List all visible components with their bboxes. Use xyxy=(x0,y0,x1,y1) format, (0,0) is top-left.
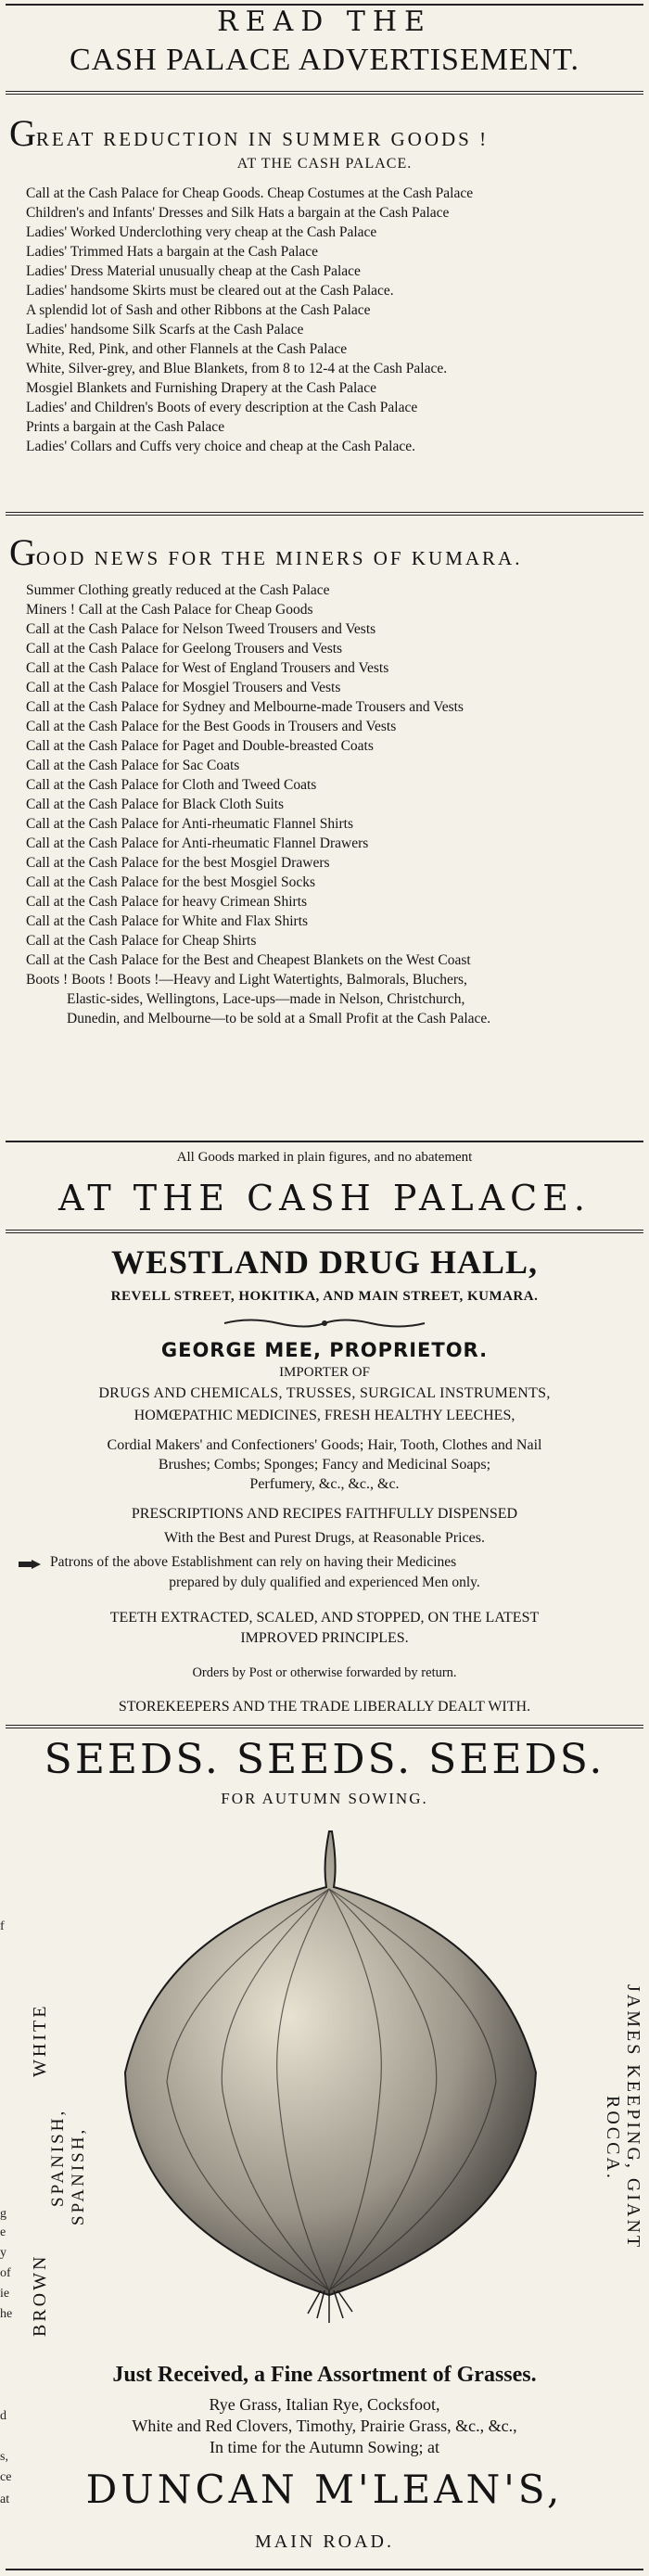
section1-heading xyxy=(9,112,490,154)
section-rule xyxy=(6,512,643,516)
teeth-line: IMPROVED PRINCIPLES. xyxy=(240,1630,409,1646)
orders-line: Orders by Post or otherwise forwarded by return. xyxy=(192,1665,457,1680)
list-item: White, Silver-grey, and Blue Blankets, from 8 to 12-4 at the Cash Palace. xyxy=(26,361,448,376)
patrons-line: Patrons of the above Establishment can rely on having their Medicines xyxy=(50,1554,457,1570)
merchant-road: MAIN ROAD. xyxy=(255,2531,394,2552)
boots-line: Boots ! Boots ! Boots !—Heavy and Light Watertights, Balmorals, Bluchers, xyxy=(26,972,467,988)
section-rule xyxy=(6,1141,643,1142)
margin-fragment: of xyxy=(0,2266,11,2280)
section2-title: OOD NEWS FOR THE MINERS OF KUMARA. xyxy=(35,547,523,569)
margin-fragment: d xyxy=(0,2409,6,2423)
prescriptions-heading: PRESCRIPTIONS AND RECIPES FAITHFULLY DISPENSED xyxy=(131,1506,518,1522)
goods-block xyxy=(0,1435,649,1494)
proprietor: GEORGE MEE, PROPRIETOR. xyxy=(160,1339,489,1361)
list-item: Call at the Cash Palace for Paget and Double-breasted Coats xyxy=(26,738,374,754)
list-item: Call at the Cash Palace for Anti-rheumatic Flannel Drawers xyxy=(26,835,369,851)
bottom-rule xyxy=(6,2569,643,2570)
list-item: Call at the Cash Palace for the Best Goods in Trousers and Vests xyxy=(26,719,397,734)
list-item: Ladies' Worked Underclothing very cheap at the Cash Palace xyxy=(26,224,377,240)
goods-line: Brushes; Combs; Sponges; Fancy and Medicinal Soaps; xyxy=(158,1457,491,1473)
list-item: Call at the Cash Palace for Cheap Shirts xyxy=(26,933,257,949)
seeds-title: SEEDS. SEEDS. SEEDS. xyxy=(44,1736,605,1783)
list-item: Call at the Cash Palace for Cheap Goods. Cheap Costumes at the Cash Palace xyxy=(26,185,474,201)
list-item: Call at the Cash Palace for Mosgiel Trousers and Vests xyxy=(26,680,341,695)
list-item: Call at the Cash Palace for the best Mosgiel Socks xyxy=(26,874,316,890)
grasses-heading: Just Received, a Fine Assortment of Grasses. xyxy=(112,2363,537,2387)
grasses-block xyxy=(0,2394,649,2458)
list-item: Miners ! Call at the Cash Palace for Cheap Goods xyxy=(26,602,313,618)
list-item: Summer Clothing greatly reduced at the Cash Palace xyxy=(26,582,330,598)
section2-heading xyxy=(9,531,523,573)
list-item: A splendid lot of Sash and other Ribbons at the Cash Palace xyxy=(26,302,371,318)
section2-list xyxy=(26,580,490,1028)
grass-line: Rye Grass, Italian Rye, Cocksfoot, xyxy=(209,2395,440,2414)
drop-cap: G xyxy=(9,531,36,573)
list-item: Ladies' Collars and Cuffs very choice and cheap at the Cash Palace. xyxy=(26,439,415,454)
ornament-divider xyxy=(223,1317,426,1330)
onion-label-spanish: SPANISH, xyxy=(48,2108,68,2207)
section1-title: REAT REDUCTION IN SUMMER GOODS ! xyxy=(35,128,490,150)
list-item: Ladies' Trimmed Hats a bargain at the Cash Palace xyxy=(26,244,319,260)
list-item: Call at the Cash Palace for Geelong Trousers and Vests xyxy=(26,641,343,657)
section-rule xyxy=(6,91,643,95)
list-item: Children's and Infants' Dresses and Silk Hats a bargain at the Cash Palace xyxy=(26,205,450,221)
list-item: Call at the Cash Palace for West of England Trousers and Vests xyxy=(26,660,389,676)
section-rule xyxy=(6,1230,643,1233)
list-item: Call at the Cash Palace for the best Mosgiel Drawers xyxy=(26,855,330,871)
onion-illustration xyxy=(102,1813,556,2332)
section1-list xyxy=(26,184,473,456)
patrons-line: prepared by duly qualified and experienced Men only. xyxy=(169,1575,480,1590)
margin-fragment: e xyxy=(0,2225,6,2239)
best-drugs-line: With the Best and Purest Drugs, at Reasonable Prices. xyxy=(164,1530,485,1546)
list-item: Call at the Cash Palace for the Best and Cheapest Blankets on the West Coast xyxy=(26,952,471,968)
list-item: Call at the Cash Palace for Sydney and Melbourne-made Trousers and Vests xyxy=(26,699,464,715)
footer-large: AT THE CASH PALACE. xyxy=(58,1178,591,1218)
list-item: Call at the Cash Palace for Anti-rheumatic Flannel Shirts xyxy=(26,816,353,832)
margin-fragment: f xyxy=(0,1919,5,1933)
margin-fragment: s, xyxy=(0,2450,8,2464)
boots-line: Dunedin, and Melbourne—to be sold at a Small Profit at the Cash Palace. xyxy=(67,1011,491,1027)
onion-label-rocca: ROCCA. xyxy=(603,2096,623,2181)
section-rule xyxy=(6,1725,643,1728)
grass-line: In time for the Autumn Sowing; at xyxy=(210,2438,439,2456)
importer-label: IMPORTER OF xyxy=(279,1365,370,1380)
list-item: Ladies' and Children's Boots of every description at the Cash Palace xyxy=(26,400,418,415)
onion-label-james-keeping: JAMES KEEPING, GIANT xyxy=(623,1984,643,2251)
margin-fragment: y xyxy=(0,2246,6,2260)
merchant-name: DUNCAN M'LEAN'S, xyxy=(85,2467,564,2512)
teeth-line: TEETH EXTRACTED, SCALED, AND STOPPED, ON THE LATEST xyxy=(109,1610,540,1626)
homeopathic-line: HOMŒPATHIC MEDICINES, FRESH HEALTHY LEECHES, xyxy=(134,1408,515,1423)
list-item: Call at the Cash Palace for Sac Coats xyxy=(26,758,240,773)
grass-line: White and Red Clovers, Timothy, Prairie Grass, &c., &c., xyxy=(132,2417,517,2435)
onion-label-spanish-2: SPANISH, xyxy=(69,2126,88,2225)
list-item: Call at the Cash Palace for Cloth and Tweed Coats xyxy=(26,777,317,793)
seeds-subtitle: FOR AUTUMN SOWING. xyxy=(221,1790,428,1807)
list-item: Call at the Cash Palace for Nelson Tweed Trousers and Vests xyxy=(26,621,376,637)
drop-cap: G xyxy=(9,112,36,154)
list-item: Call at the Cash Palace for heavy Crimean Shirts xyxy=(26,894,308,910)
onion-label-white: WHITE xyxy=(30,2003,50,2077)
margin-fragment: he xyxy=(0,2307,13,2321)
goods-line: Cordial Makers' and Confectioners' Goods; Hair, Tooth, Clothes and Nail xyxy=(107,1437,542,1453)
margin-fragment: at xyxy=(0,2493,10,2506)
list-item: Ladies' handsome Silk Scarfs at the Cash Palace xyxy=(26,322,304,338)
drugs-line: DRUGS AND CHEMICALS, TRUSSES, SURGICAL INSTRUMENTS, xyxy=(98,1385,551,1401)
list-item: Call at the Cash Palace for Black Cloth Suits xyxy=(26,797,285,812)
margin-fragment: ce xyxy=(0,2470,12,2484)
section1-subtitle: AT THE CASH PALACE. xyxy=(236,156,413,172)
drug-hall-address: REVELL STREET, HOKITIKA, AND MAIN STREET, KUMARA. xyxy=(110,1289,539,1304)
list-item: Ladies' handsome Skirts must be cleared out at the Cash Palace. xyxy=(26,283,394,299)
list-item: White, Red, Pink, and other Flannels at the Cash Palace xyxy=(26,341,348,357)
margin-fragment: ie xyxy=(0,2287,10,2301)
goods-line: Perfumery, &c., &c., &c. xyxy=(249,1476,400,1492)
list-item: Mosgiel Blankets and Furnishing Drapery at the Cash Palace xyxy=(26,380,376,396)
drug-hall-title: WESTLAND DRUG HALL, xyxy=(110,1243,539,1281)
pointing-hand-icon xyxy=(17,1558,45,1571)
storekeepers-line: STOREKEEPERS AND THE TRADE LIBERALLY DEALT WITH. xyxy=(118,1699,531,1715)
footer-note: All Goods marked in plain figures, and no abatement xyxy=(176,1150,473,1165)
list-item: Call at the Cash Palace for White and Flax Shirts xyxy=(26,913,309,929)
margin-fragment: g xyxy=(0,2207,6,2221)
cash-palace-header-small: READ THE xyxy=(217,6,432,38)
cash-palace-header-large: CASH PALACE ADVERTISEMENT. xyxy=(69,43,580,77)
list-item: Ladies' Dress Material unusually cheap at the Cash Palace xyxy=(26,263,361,279)
list-item: Prints a bargain at the Cash Palace xyxy=(26,419,225,435)
onion-label-brown: BROWN xyxy=(30,2253,50,2337)
boots-line: Elastic-sides, Wellingtons, Lace-ups—made in Nelson, Christchurch, xyxy=(67,991,465,1007)
